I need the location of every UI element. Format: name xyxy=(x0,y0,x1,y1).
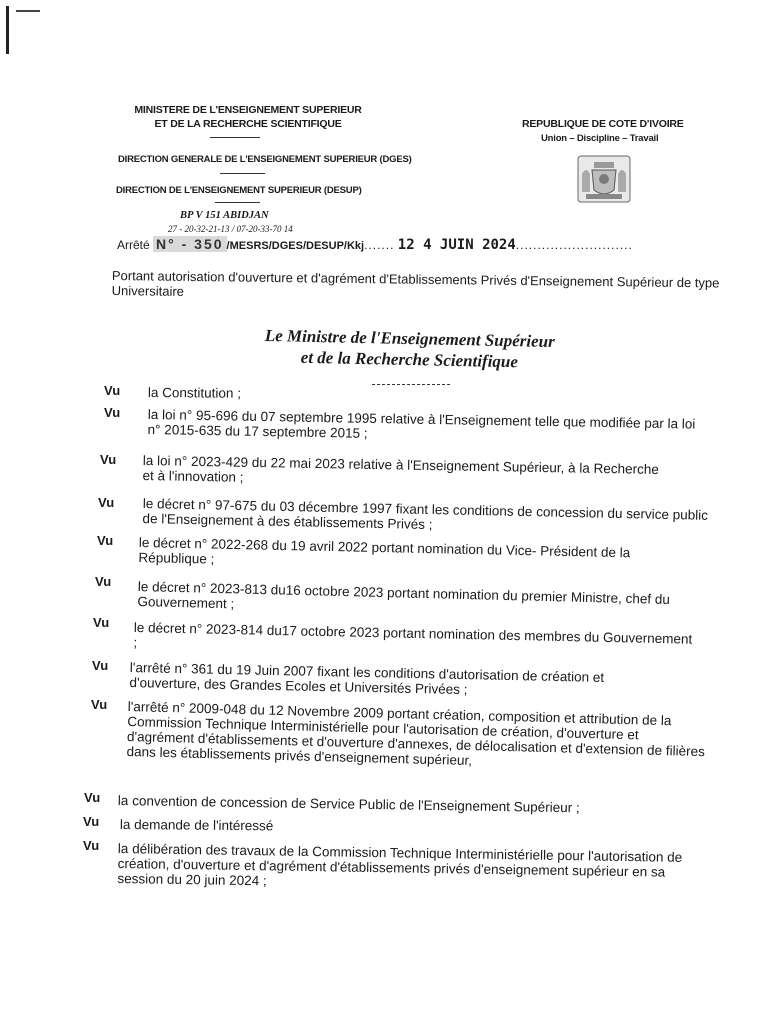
visa-item: le décret n° 2022-268 du 19 avril 2022 portant nomination du Vice- Président de la République ; xyxy=(138,535,631,567)
arrete-code: /MESRS/DGES/DESUP/Kkj xyxy=(226,240,365,252)
binder-mark xyxy=(6,6,9,54)
vu-label: Vu xyxy=(84,790,101,805)
dotted-leader: ....... xyxy=(364,238,395,252)
title-separator xyxy=(372,384,450,385)
title-line-1: Le Ministre de l'Enseignement Supérieur xyxy=(264,325,555,352)
arrete-label: Arrêté xyxy=(117,238,150,252)
national-motto: Union – Discipline – Travail xyxy=(541,133,659,144)
arrete-date: 12 4 JUIN 2024 xyxy=(397,237,516,253)
dotted-leader: ........................... xyxy=(515,238,633,252)
visa-item: l'arrêté n° 2009-048 du 12 Novembre 2009 portant création, composition et attribution de la Commission Technique Interministérielle pour l'autorisation de création, d'ouverture et d'agrément d'établissements et d'ouverture d'annexes, de délocalisation et d'extension de filières dans les établissements privés d'enseignement supérieur, xyxy=(126,699,706,769)
ministry-name xyxy=(98,103,398,131)
vu-label: Vu xyxy=(98,495,115,510)
vu-label: Vu xyxy=(83,838,100,853)
title-line-2: et de la Recherche Scientifique xyxy=(300,347,519,372)
visa-item: la loi n° 95-696 du 07 septembre 1995 relative à l'Enseignement telle que modifiée par la loi n° 2015-635 du 17 septembre 2015 ; xyxy=(147,407,696,441)
visa-item: l'arrêté n° 361 du 19 Juin 2007 fixant les conditions d'autorisation de création et d'ouverture, des Grandes Ecoles et Universités Privées ; xyxy=(129,660,605,698)
vu-label: Vu xyxy=(104,405,121,420)
arrete-number: N° - 350 xyxy=(153,236,227,252)
vu-label: Vu xyxy=(83,814,100,829)
visa-item: le décret n° 2023-814 du17 octobre 2023 portant nomination des membres du Gouvernement ; xyxy=(133,620,693,651)
phone-numbers: 27 - 20-32-21-13 / 07-20-33-70 14 xyxy=(168,224,293,234)
arrete-subject: Portant autorisation d'ouverture et d'agrément d'Etablissements Privés d'Enseignement Supérieur de type Universitaire xyxy=(111,268,720,299)
ministry-line-1: MINISTERE DE L'ENSEIGNEMENT SUPERIEUR xyxy=(134,104,362,116)
page-title xyxy=(199,324,620,375)
republic-name: REPUBLIQUE DE COTE D'IVOIRE xyxy=(522,118,684,130)
vu-label: Vu xyxy=(95,574,112,589)
visa-item: la Constitution ; xyxy=(147,385,242,401)
vu-label: Vu xyxy=(93,615,110,630)
vu-label: Vu xyxy=(92,658,109,673)
visa-item: le décret n° 2023-813 du16 octobre 2023 portant nomination du premier Ministre, chef du Gouvernement ; xyxy=(137,579,671,612)
separator xyxy=(215,202,260,203)
visa-item: la loi n° 2023-429 du 22 mai 2023 relative à l'Enseignement Supérieur, à la Recherche et à l'innovation ; xyxy=(142,453,659,485)
vu-label: Vu xyxy=(97,533,114,548)
direction-generale: DIRECTION GENERALE DE L'ENSEIGNEMENT SUPERIEUR (DGES) xyxy=(118,154,412,165)
arrete-reference xyxy=(117,236,633,253)
separator xyxy=(220,173,265,174)
separator xyxy=(210,137,260,138)
visa-item: la demande de l'intéressé xyxy=(119,817,274,834)
ministry-line-2: ET DE LA RECHERCHE SCIENTIFIQUE xyxy=(154,118,342,130)
coat-of-arms-icon xyxy=(572,150,636,208)
visa-item: la convention de concession de Service Public de l'Enseignement Supérieur ; xyxy=(117,793,580,816)
visa-item: le décret n° 97-675 du 03 décembre 1997 fixant les conditions de concession du service public de l'Enseignement à des établissements Privés ; xyxy=(142,496,709,533)
direction: DIRECTION DE L'ENSEIGNEMENT SUPERIEUR (DESUP) xyxy=(116,185,362,196)
vu-label: Vu xyxy=(100,452,117,467)
visa-item: la délibération des travaux de la Commission Technique Interministérielle pour l'autorisation de création, d'ouverture et d'agrément d'établissements privés d'enseignement supérieur en sa session du 20 juin 2024 ; xyxy=(117,841,683,889)
binder-dash xyxy=(16,10,40,12)
vu-label: Vu xyxy=(91,697,108,712)
postal-box: BP V 151 ABIDJAN xyxy=(180,210,269,221)
vu-label: Vu xyxy=(104,383,121,398)
